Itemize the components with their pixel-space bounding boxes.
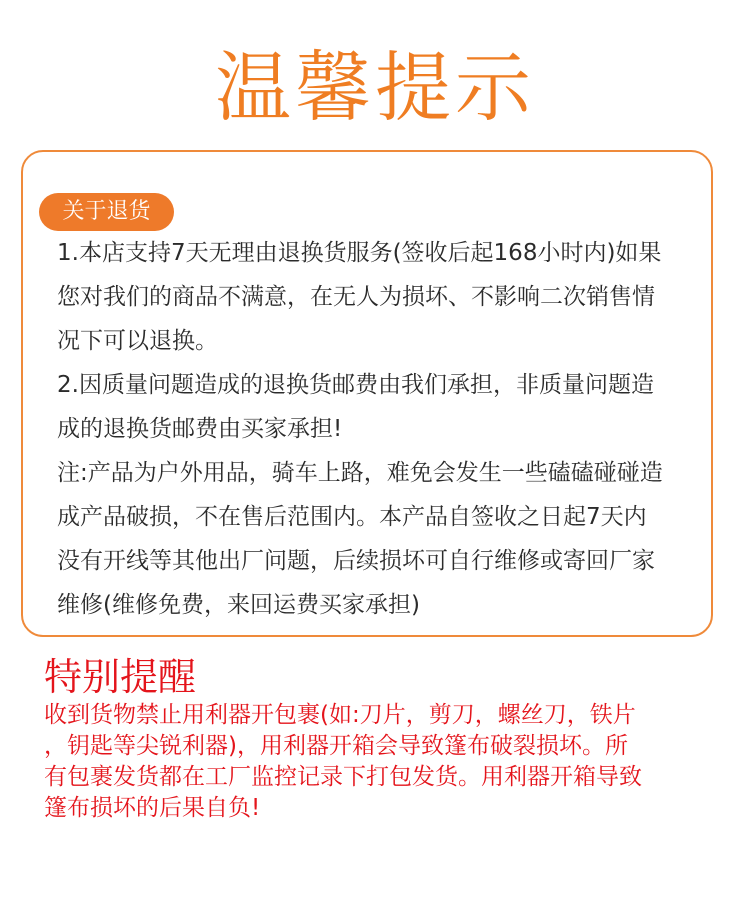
- text-line: 维修(维修免费，来回运费买家承担): [57, 592, 420, 618]
- text-line: 成产品破损，不在售后范围内。本产品自签收之日起7天内: [57, 504, 647, 530]
- returns-item-1: [57, 231, 707, 363]
- text-line: 2.因质量问题造成的退换货邮费由我们承担，非质量问题造: [57, 372, 654, 398]
- page-title: 温馨提示: [215, 43, 535, 132]
- text-line: 成的退换货邮费由买家承担!: [57, 416, 343, 442]
- returns-note: [57, 451, 707, 627]
- text-line: 1.本店支持7天无理由退换货服务(签收后起168小时内)如果: [57, 240, 662, 266]
- text-line: 您对我们的商品不满意，在无人为损坏、不影响二次销售情: [57, 284, 655, 310]
- text-line: 收到货物禁止用利器开包裹(如:刀片，剪刀，螺丝刀，铁片: [44, 702, 636, 728]
- text-line: 有包裹发货都在工厂监控记录下打包发货。用利器开箱导致: [44, 764, 642, 790]
- text-line: 篷布损坏的后果自负!: [44, 795, 261, 821]
- text-line: 没有开线等其他出厂问题，后续损坏可自行维修或寄回厂家: [57, 548, 655, 574]
- returns-item-2: [57, 363, 707, 451]
- warning-body: [44, 700, 724, 824]
- returns-badge: 关于退货: [39, 193, 174, 231]
- text-line: 注:产品为户外用品，骑车上路，难免会发生一些磕磕碰碰造: [57, 460, 663, 486]
- text-line: 况下可以退换。: [57, 328, 218, 354]
- text-line: ，钥匙等尖锐利器)，用利器开箱会导致篷布破裂损坏。所: [44, 733, 628, 759]
- warning-title: 特别提醒: [44, 655, 197, 699]
